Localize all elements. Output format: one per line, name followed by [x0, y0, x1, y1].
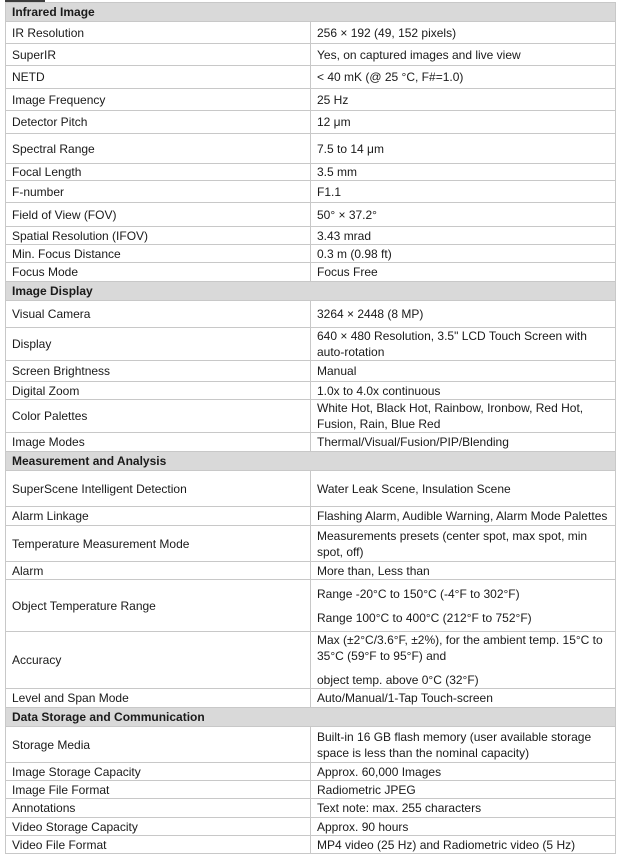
spec-value-line: 12 μm	[317, 115, 351, 129]
spec-value-line: 256 × 192 (49, 152 pixels)	[317, 25, 457, 40]
spec-value	[311, 689, 616, 708]
spec-label: Focal Length	[6, 164, 311, 181]
spec-row-min-focus-distance	[6, 245, 616, 263]
spec-label: Video File Format	[6, 836, 311, 854]
spec-row-image-storage-capacity	[6, 763, 616, 781]
spec-value-line: 3264 × 2448 (8 MP)	[317, 307, 424, 321]
spec-row-focal-length	[6, 164, 616, 181]
spec-row-focus-mode	[6, 263, 616, 282]
spec-value	[311, 580, 616, 632]
spec-value-line: 3.43 mrad	[317, 228, 372, 243]
spec-row-field-of-view-fov	[6, 203, 616, 227]
spec-label: Display	[6, 328, 311, 361]
spec-row-ir-resolution	[6, 22, 616, 44]
spec-row-accuracy	[6, 632, 616, 689]
spec-label: Field of View (FOV)	[6, 203, 311, 227]
specifications-table	[5, 2, 616, 854]
spec-label: Image File Format	[6, 781, 311, 799]
spec-value-line: Max (±2°C/3.6°F, ±2%), for the ambient temp. 15°C to 35°C (59°F to 95°F) and	[317, 633, 603, 663]
spec-row-superscene-intelligent-detection	[6, 471, 616, 507]
spec-label: Visual Camera	[6, 301, 311, 328]
spec-value-line: Thermal/Visual/Fusion/PIP/Blending	[317, 435, 509, 449]
specifications-table-body	[6, 3, 616, 854]
spec-row-superir	[6, 44, 616, 66]
spec-value-line: Water Leak Scene, Insulation Scene	[317, 481, 511, 496]
spec-row-level-and-span-mode	[6, 689, 616, 708]
spec-row-annotations	[6, 799, 616, 818]
spec-value	[311, 164, 616, 181]
section-title: Infrared Image	[6, 3, 616, 22]
spec-row-alarm-linkage	[6, 507, 616, 526]
spec-label: Min. Focus Distance	[6, 245, 311, 263]
section-header-measurement-and-analysis	[6, 452, 616, 471]
spec-value	[311, 763, 616, 781]
spec-label: Alarm Linkage	[6, 507, 311, 526]
spec-row-visual-camera	[6, 301, 616, 328]
spec-value-line: Auto/Manual/1-Tap Touch-screen	[317, 691, 493, 705]
spec-value-line: F1.1	[317, 184, 342, 199]
spec-row-object-temperature-range	[6, 580, 616, 632]
spec-value	[311, 433, 616, 452]
spec-row-detector-pitch	[6, 111, 616, 134]
spec-value	[311, 781, 616, 799]
spec-value-line: 3.5 mm	[317, 165, 358, 179]
spec-value	[311, 727, 616, 763]
spec-label: Object Temperature Range	[6, 580, 311, 632]
spec-value	[311, 562, 616, 580]
spec-row-display	[6, 328, 616, 361]
spec-row-image-modes	[6, 433, 616, 452]
spec-value	[311, 400, 616, 433]
spec-row-video-file-format	[6, 836, 616, 854]
spec-value-line: Radiometric JPEG	[317, 782, 416, 797]
spec-label: Temperature Measurement Mode	[6, 526, 311, 562]
spec-row-alarm	[6, 562, 616, 580]
spec-label: Video Storage Capacity	[6, 818, 311, 836]
spec-value	[311, 799, 616, 818]
section-header-infrared-image	[6, 3, 616, 22]
spec-value	[311, 245, 616, 263]
spec-value-line: Built-in 16 GB flash memory (user available storage space is less than the nominal capacity)	[317, 729, 592, 760]
spec-value	[311, 526, 616, 562]
spec-value	[311, 89, 616, 111]
spec-value-line: < 40 mK (@ 25 °C, F#=1.0)	[317, 70, 464, 84]
spec-label: NETD	[6, 66, 311, 89]
spec-value	[311, 632, 616, 689]
spec-value-line: 7.5 to 14 μm	[317, 141, 384, 156]
spec-value-line: Approx. 60,000 Images	[317, 764, 442, 779]
spec-value-line: Manual	[317, 364, 357, 378]
spec-value	[311, 361, 616, 382]
spec-value-line: MP4 video (25 Hz) and Radiometric video (5 Hz)	[317, 837, 576, 852]
spec-value	[311, 263, 616, 282]
spec-label: Level and Span Mode	[6, 689, 311, 708]
spec-label: Alarm	[6, 562, 311, 580]
spec-label: Image Modes	[6, 433, 311, 452]
spec-row-storage-media	[6, 727, 616, 763]
spec-value	[311, 301, 616, 328]
spec-value	[311, 818, 616, 836]
spec-value-line: Text note: max. 255 characters	[317, 801, 482, 815]
spec-row-spectral-range	[6, 134, 616, 164]
section-header-data-storage-and-communication	[6, 708, 616, 727]
spec-label: Image Frequency	[6, 89, 311, 111]
spec-row-digital-zoom	[6, 382, 616, 400]
spec-row-screen-brightness	[6, 361, 616, 382]
spec-value	[311, 471, 616, 507]
spec-value-line: Focus Free	[317, 265, 378, 279]
spec-row-spatial-resolution-ifov	[6, 227, 616, 245]
spec-value-line: 50° × 37.2°	[317, 207, 377, 222]
spec-value	[311, 134, 616, 164]
spec-value-line: White Hot, Black Hot, Rainbow, Ironbow, Red Hot, Fusion, Rain, Blue Red	[317, 401, 584, 431]
spec-value	[311, 44, 616, 66]
spec-row-f-number	[6, 181, 616, 203]
spec-value-line: 1.0x to 4.0x continuous	[317, 383, 441, 398]
spec-label: Spectral Range	[6, 134, 311, 164]
spec-label: Annotations	[6, 799, 311, 818]
spec-value-line: More than, Less than	[317, 563, 430, 578]
spec-row-image-frequency	[6, 89, 616, 111]
spec-value	[311, 507, 616, 526]
spec-value-line: Yes, on captured images and live view	[317, 47, 521, 62]
spec-value-line: 25 Hz	[317, 92, 349, 107]
spec-value-line: Range 100°C to 400°C (212°F to 752°F)	[317, 610, 532, 625]
spec-label: Digital Zoom	[6, 382, 311, 400]
spec-row-color-palettes	[6, 400, 616, 433]
spec-row-temperature-measurement-mode	[6, 526, 616, 562]
spec-label: Color Palettes	[6, 400, 311, 433]
spec-value-line: Approx. 90 hours	[317, 819, 409, 834]
spec-value	[311, 203, 616, 227]
spec-value	[311, 836, 616, 854]
spec-value	[311, 111, 616, 134]
spec-value	[311, 22, 616, 44]
spec-row-image-file-format	[6, 781, 616, 799]
spec-label: IR Resolution	[6, 22, 311, 44]
spec-value	[311, 66, 616, 89]
spec-value-line: Range -20°C to 150°C (-4°F to 302°F)	[317, 586, 520, 601]
spec-label: F-number	[6, 181, 311, 203]
section-title: Data Storage and Communication	[6, 708, 616, 727]
section-title: Measurement and Analysis	[6, 452, 616, 471]
spec-label: SuperIR	[6, 44, 311, 66]
section-header-image-display	[6, 282, 616, 301]
spec-value-line: object temp. above 0°C (32°F)	[317, 673, 479, 687]
spec-value	[311, 181, 616, 203]
spec-label: Storage Media	[6, 727, 311, 763]
spec-label: Image Storage Capacity	[6, 763, 311, 781]
spec-label: Detector Pitch	[6, 111, 311, 134]
spec-value-line: 640 × 480 Resolution, 3.5" LCD Touch Screen with auto-rotation	[317, 329, 587, 359]
spec-label: Spatial Resolution (IFOV)	[6, 227, 311, 245]
spec-value	[311, 227, 616, 245]
spec-row-video-storage-capacity	[6, 818, 616, 836]
spec-row-netd	[6, 66, 616, 89]
spec-value-line: 0.3 m (0.98 ft)	[317, 246, 392, 261]
spec-value-line: Measurements presets (center spot, max spot, min spot, off)	[317, 528, 588, 559]
spec-value	[311, 328, 616, 361]
spec-value	[311, 382, 616, 400]
spec-label: Accuracy	[6, 632, 311, 689]
section-title: Image Display	[6, 282, 616, 301]
spec-value-line: Flashing Alarm, Audible Warning, Alarm Mode Palettes	[317, 509, 608, 523]
spec-label: Screen Brightness	[6, 361, 311, 382]
spec-label: Focus Mode	[6, 263, 311, 282]
spec-label: SuperScene Intelligent Detection	[6, 471, 311, 507]
